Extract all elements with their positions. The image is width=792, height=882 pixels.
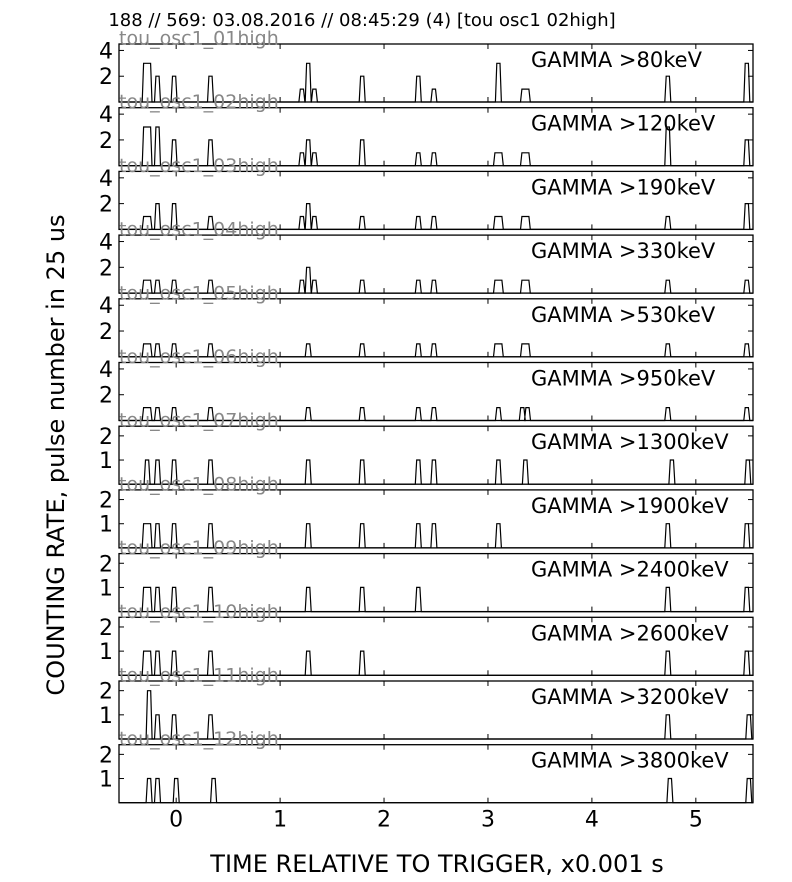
y-tick-label: 4 — [99, 294, 113, 320]
y-tick-label: 2 — [99, 383, 113, 409]
channel-label: tou_osc1_01high — [119, 27, 279, 50]
y-tick-label: 2 — [99, 743, 113, 769]
x-tick-label: 3 — [480, 807, 495, 833]
y-tick-label: 2 — [99, 65, 113, 91]
y-tick-label: 2 — [99, 488, 113, 514]
y-tick-label: 4 — [99, 166, 113, 192]
y-tick-label: 2 — [99, 192, 113, 218]
y-tick-label: 4 — [99, 39, 113, 65]
y-tick-label: 1 — [99, 449, 113, 475]
channel-label: tou_osc1_12high — [119, 728, 279, 751]
y-tick-label: 2 — [99, 679, 113, 705]
channel-label: tou_osc1_05high — [119, 282, 279, 305]
energy-label: GAMMA >2600keV — [531, 621, 729, 646]
y-tick-label: 1 — [99, 767, 113, 793]
y-tick-label: 2 — [99, 128, 113, 154]
x-tick-label: 0 — [169, 807, 184, 833]
y-tick-label: 2 — [99, 552, 113, 578]
energy-label: GAMMA >530keV — [531, 302, 716, 327]
channel-label: tou_osc1_09high — [119, 537, 279, 560]
y-tick-label: 4 — [99, 357, 113, 383]
x-axis — [169, 808, 703, 833]
channel-label: tou_osc1_07high — [119, 409, 279, 432]
x-tick-label: 2 — [377, 807, 392, 833]
y-tick-label: 2 — [99, 256, 113, 282]
energy-label: GAMMA >1900keV — [531, 493, 729, 518]
y-tick-label: 2 — [99, 424, 113, 450]
y-tick-label: 2 — [99, 615, 113, 641]
channel-label: tou_osc1_04high — [119, 218, 279, 241]
energy-label: GAMMA >120keV — [531, 111, 716, 136]
channel-label: tou_osc1_08high — [119, 473, 279, 496]
y-tick-label: 1 — [99, 576, 113, 602]
y-axis-label: COUNTING RATE, pulse number in 25 us — [42, 214, 70, 696]
energy-label: GAMMA >330keV — [531, 239, 716, 264]
energy-label: GAMMA >2400keV — [531, 557, 729, 582]
energy-label: GAMMA >950keV — [531, 366, 716, 391]
y-tick-label: 1 — [99, 640, 113, 666]
x-tick-label: 4 — [584, 807, 599, 833]
x-tick-label: 1 — [273, 807, 288, 833]
channel-label: tou_osc1_11high — [119, 664, 279, 687]
panels-group — [99, 28, 753, 803]
y-tick-label: 1 — [99, 512, 113, 538]
y-tick-label: 4 — [99, 103, 113, 129]
energy-label: GAMMA >80keV — [531, 48, 702, 72]
energy-label: GAMMA >3800keV — [531, 748, 729, 773]
energy-label: GAMMA >1300keV — [531, 430, 729, 455]
y-tick-label: 1 — [99, 703, 113, 729]
x-tick-label: 5 — [688, 807, 703, 833]
channel-label: tou_osc1_10high — [119, 600, 279, 623]
energy-label: GAMMA >190keV — [531, 175, 716, 200]
channel-label: tou_osc1_06high — [119, 346, 279, 368]
y-tick-label: 2 — [99, 320, 113, 346]
chart-title: 188 // 569: 03.08.2016 // 08:45:29 (4) [tou osc1 02high] — [108, 10, 616, 31]
energy-label: GAMMA >3200keV — [531, 685, 729, 709]
pulse-trace — [119, 779, 753, 803]
channel-label: tou_osc1_03high — [119, 154, 279, 177]
channel-label: tou_osc1_02high — [119, 91, 279, 114]
y-tick-label: 4 — [99, 230, 113, 256]
x-axis-label: TIME RELATIVE TO TRIGGER, x0.001 s — [210, 850, 664, 878]
